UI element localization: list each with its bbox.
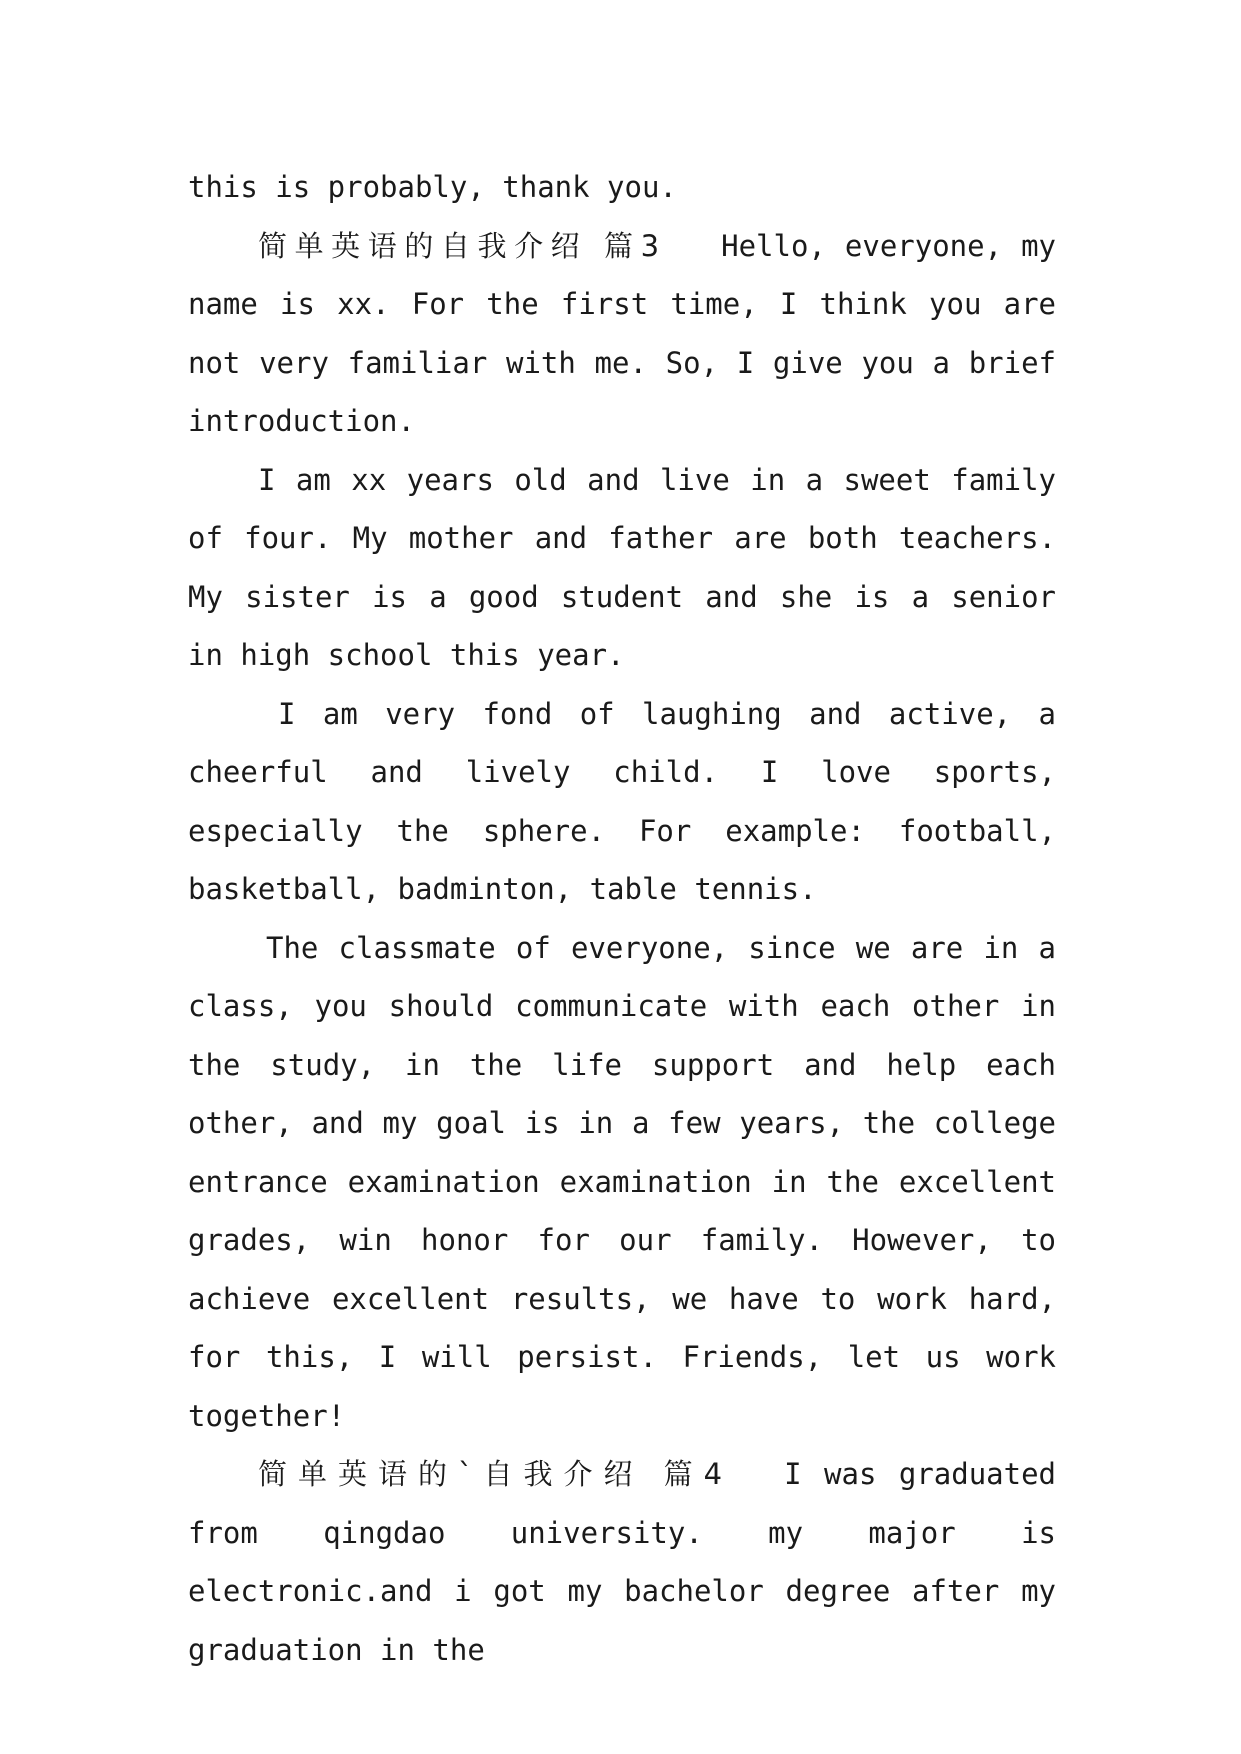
paragraph-text: The classmate of everyone, since we are in a class, you should communicate with each other in the study, in the life support and help each other, and my goal is in a few years, the college entrance examination examination in the excellent grades, win honor for our family. However, to achieve excellent results, we have to work hard, for this, I will persist. Friends, let us work together!: [188, 930, 1056, 1433]
paragraph-hobbies: [188, 685, 1056, 919]
paragraph-text: I am xx years old and live in a sweet family of four. My mother and father are both teachers. My sister is a good student and she is a senior in high school this year.: [188, 462, 1056, 672]
paragraph-goals: [188, 919, 1056, 1446]
section-3-heading: 简单英语的自我介绍 篇3: [258, 228, 666, 263]
section-3-paragraph: [188, 217, 1056, 451]
section-4-paragraph: [188, 1445, 1056, 1679]
section-3-lead-text: Hello, everyone, my name is xx. For the first time, I think you are not very familiar with me. So, I give you a brief introduction.: [188, 228, 1057, 438]
paragraph-text: I am very fond of laughing and active, a cheerful and lively child. I love sports, especially the sphere. For example: football, basketball, badminton, table tennis.: [188, 696, 1056, 906]
paragraph-family: [188, 451, 1056, 685]
paragraph-text: this is probably, thank you.: [188, 170, 677, 204]
document-page: [188, 158, 1056, 1679]
section-4-lead-text: I was graduated from qingdao university. my major is electronic.and i got my bachelor degree after my graduation in the: [188, 1457, 1056, 1667]
paragraph-closing: [188, 158, 1056, 217]
section-4-heading: 简单英语的`自我介绍 篇4: [258, 1457, 729, 1491]
